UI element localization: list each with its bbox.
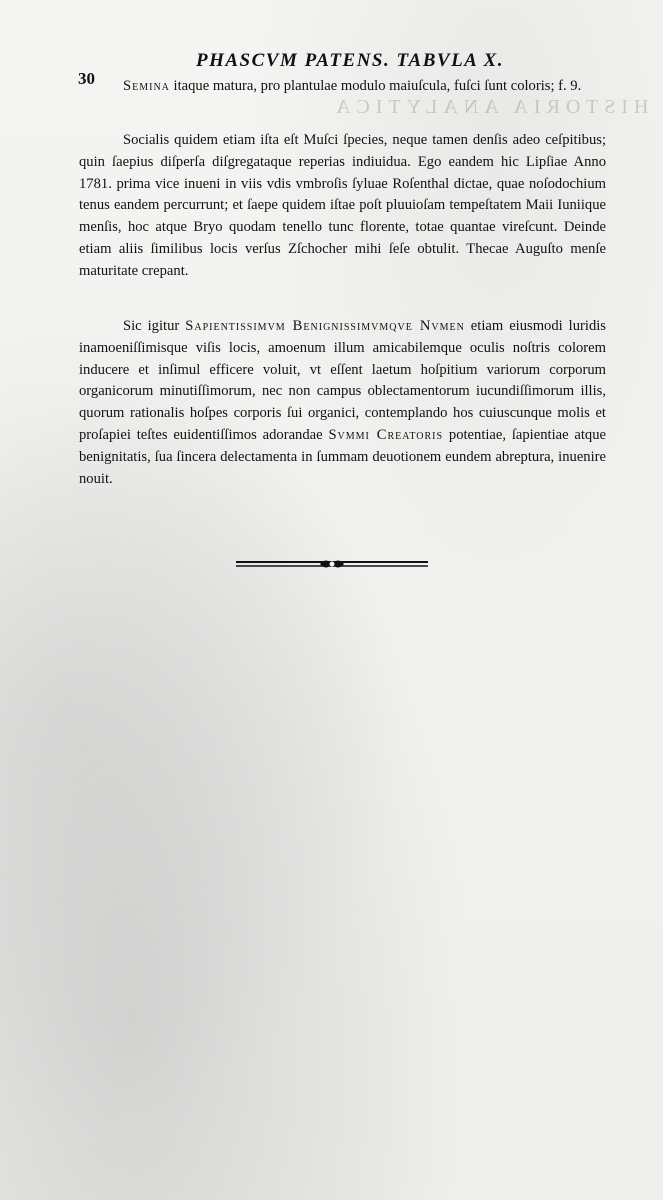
paragraph-text-part: etiam eiusmodi luridis inamoeniſſimisque viſis locis, amoenum illum amicabilemque oculis noſtris colorem inducere et inſimul efficere voluit, vt eſſent laetum hoſpitium variorum corporum organicorum minutiſſimorum, nec non campus oblectamentorum iucundiſſimorum illis, quorum rationalis hoſpes corporis ſui organici, contemplando hos cuiuscunque molis et proſapiei teſtes euidentiſſimos adorandae (79, 318, 606, 443)
small-caps-phrase: Svmmi Creatoris (328, 426, 444, 443)
paragraph-text-part: Sic igitur (123, 318, 186, 334)
paragraph-semina (79, 76, 606, 98)
show-through-heading: HISTORIA ANALYTICA (330, 96, 649, 118)
tailpiece-rule-ornament-icon (234, 557, 430, 571)
page-number: 30 (78, 69, 95, 88)
paragraph-text: itaque matura, pro plantulae modulo maiuſcula, fuſci ſunt coloris; f. 9. (169, 78, 582, 94)
paragraph-text-part: potentiae, ſapientiae atque benignitatis, ſua ſincera delectamenta in ſummam deuotionem eundem abreptura, inuenire nouit. (79, 426, 607, 487)
paragraph-habitat (79, 130, 606, 283)
paragraph-conclusion (79, 316, 606, 490)
running-title: PHASCVM PATENS. TABVLA X. (196, 50, 504, 71)
paragraph-text: Socialis quidem etiam iſta eſt Muſci ſpecies, neque tamen denſis adeo ceſpitibus; quin ſaepius diſperſa diſgregataque reperias indiuidua. Ego eandem hic Lipſiae Anno 1781. prima vice inueni in viis vdis vmbroſis ſyluae Roſenthal dictae, quae noſodochium tenus eandem percurrunt; et ſaepe quidem iſtae poſt pluuioſam tempeſtatem Maii Iuniique menſis, hoc atque Bryo quodam tenello tunc florente, totae quantae vireſcunt. Deinde etiam aliis ſimilibus locis verſus Zſchocher mihi ſeſe obtulit. Thecae Auguſto menſe maturitate crepant. (79, 132, 606, 279)
paragraph-lead-word: Semina (123, 78, 170, 94)
small-caps-phrase: Sapientissimvm Benignissimvmqve Nvmen (185, 318, 465, 334)
